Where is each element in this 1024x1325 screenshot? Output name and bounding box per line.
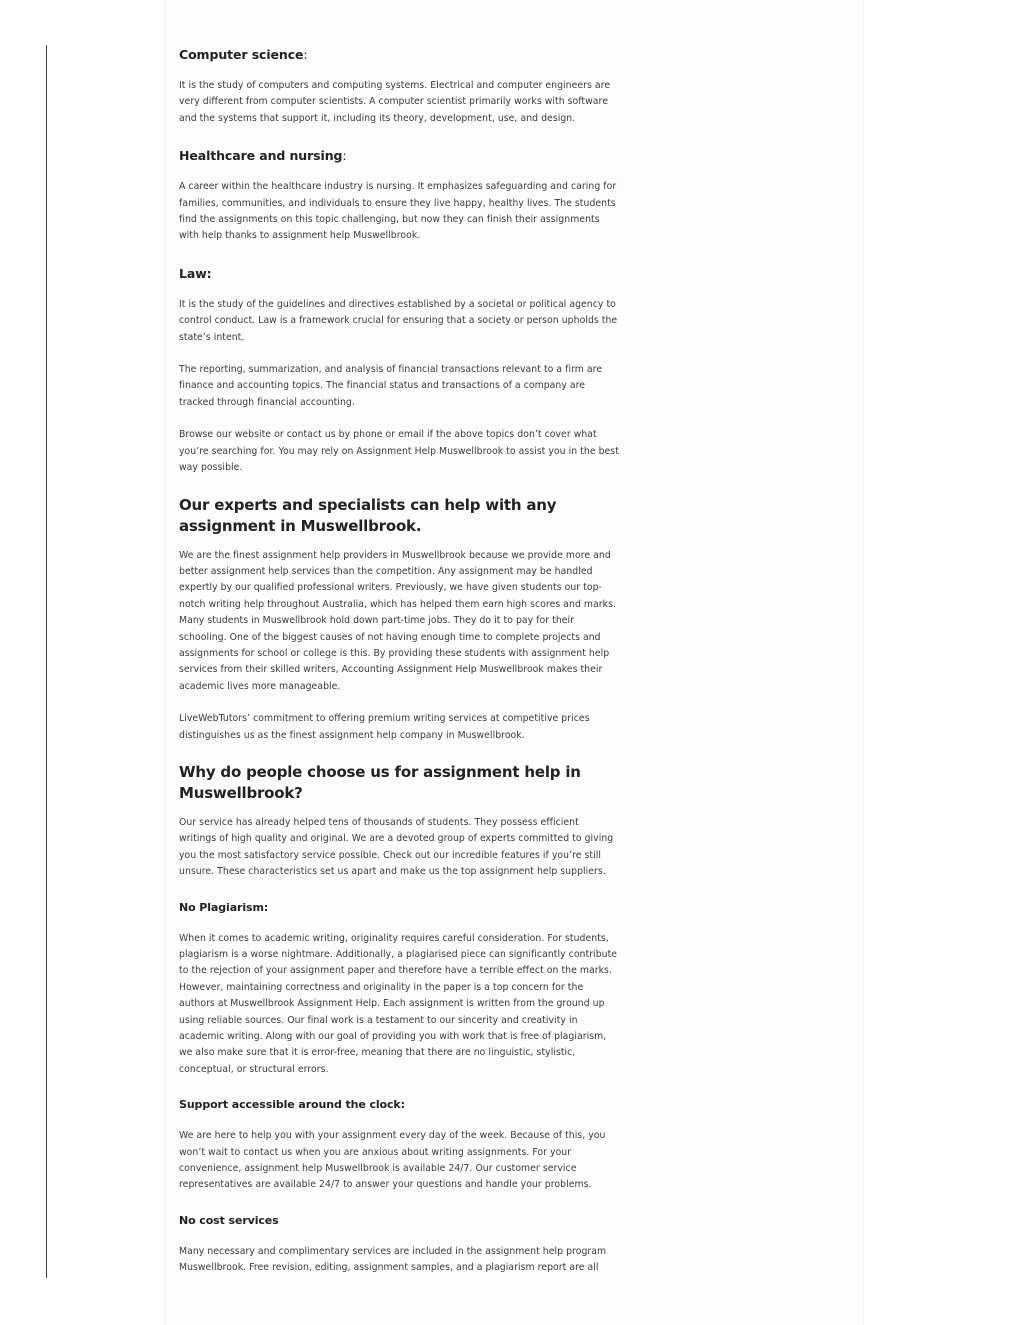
paragraph-law: It is the study of the guidelines and directives established by a societal or political agency to control conduct. Law is a framework crucial for ensuring that a society or person upholds the state’s intent. [179, 298, 618, 343]
paragraph-browse: Browse our website or contact us by phone or email if the above topics don’t cover what you’re searching for. You may rely on Assignment Help Muswellbrook to assist you in the best way possible. [179, 429, 619, 474]
heading-experts: Our experts and specialists can help with any assignment in Muswellbrook. [179, 495, 557, 535]
paragraph-why-choose-us: Our service has already helped tens of thousands of students. They possess efficient writings of high quality and original. We are a devoted group of experts committed to giving you the most satisfactory service possible. Check out our incredible features if you’re still unsure. These characteristics set us apart and make us the top assignment help suppliers. [179, 816, 614, 878]
page-left-rule [46, 45, 47, 1278]
heading-support: Support accessible around the clock: [179, 1098, 405, 1112]
heading-colon: : [303, 47, 308, 62]
heading-law: Law: [179, 265, 212, 281]
paragraph-no-plagiarism: When it comes to academic writing, originality requires careful consideration. For students, plagiarism is a worse nightmare. Additionally, a plagiarised piece can significantly contribute to the rejection of your assignment paper and therefore have a terrible effect on the marks. However, maintaining correctness and originality in the paper is a top concern for the authors at Muswellbrook Assignment Help. Each assignment is written from the ground up using reliable sources. Our final work is a testament to our sincerity and creativity in academic writing. Along with our goal of providing you with work that is free of plagiarism, we also make sure that it is error-free, meaning that there are no linguistic, stylistic, conceptual, or structural errors. [179, 932, 618, 1075]
paragraph-no-cost: Many necessary and complimentary services are included in the assignment help program Muswellbrook. Free revision, editing, assignment samples, and a plagiarism report are all [179, 1245, 607, 1274]
paragraph-computer-science: It is the study of computers and computing systems. Electrical and computer engineers are very different from computer scientists. A computer scientist primarily works with software and the systems that support it, including its theory, development, use, and design. [179, 80, 611, 124]
paragraph-experts-2: LiveWebTutors’ commitment to offering premium writing services at competitive prices distinguishes us as the finest assignment help company in Muswellbrook. [179, 713, 590, 741]
paragraph-finance: The reporting, summarization, and analysis of financial transactions relevant to a firm are finance and accounting topics. The financial status and transactions of a company are tracked through financial accounting. [179, 364, 603, 408]
heading-colon: : [342, 148, 347, 164]
heading-no-cost: No cost services [179, 1213, 279, 1227]
heading-healthcare-text: Healthcare and nursing [179, 148, 343, 164]
paragraph-experts-1: We are the finest assignment help providers in Muswellbrook because we provide more and better assignment help services than the competition. Any assignment may be handled expertly by our qualified professional writers. Previously, we have given students our top-notch writing help throughout Australia, which has helped them earn high scores and marks. Many students in Muswellbrook hold down part-time jobs. They do it to pay for their schooling. One of the biggest causes of not having enough time to complete projects and assignments for school or college is this. By providing these students with assignment help services from their skilled writers, Accounting Assignment Help Muswellbrook makes their academic lives more manageable. [179, 549, 616, 692]
paragraph-healthcare: A career within the healthcare industry is nursing. It emphasizes safeguarding and caring for families, communities, and individuals to ensure they live happy, healthy lives. The students find the assignments on this topic challenging, but now they can finish their assignments with help thanks to assignment help Muswellbrook. [179, 181, 617, 242]
heading-no-plagiarism: No Plagiarism: [179, 900, 269, 914]
paragraph-support: We are here to help you with your assignment every day of the week. Because of this, you won’t wait to contact us when you are anxious about writing assignments. For your convenience, assignment help Muswellbrook is available 24/7. Our customer service representatives are available 24/7 to answer your questions and handle your problems. [179, 1130, 606, 1191]
article-body [179, 44, 619, 1293]
heading-computer-science-text: Computer science [179, 47, 304, 62]
heading-computer-science [179, 44, 619, 66]
heading-why-choose-us: Why do people choose us for assignment help in Muswellbrook? [179, 762, 581, 802]
heading-healthcare [179, 145, 619, 167]
